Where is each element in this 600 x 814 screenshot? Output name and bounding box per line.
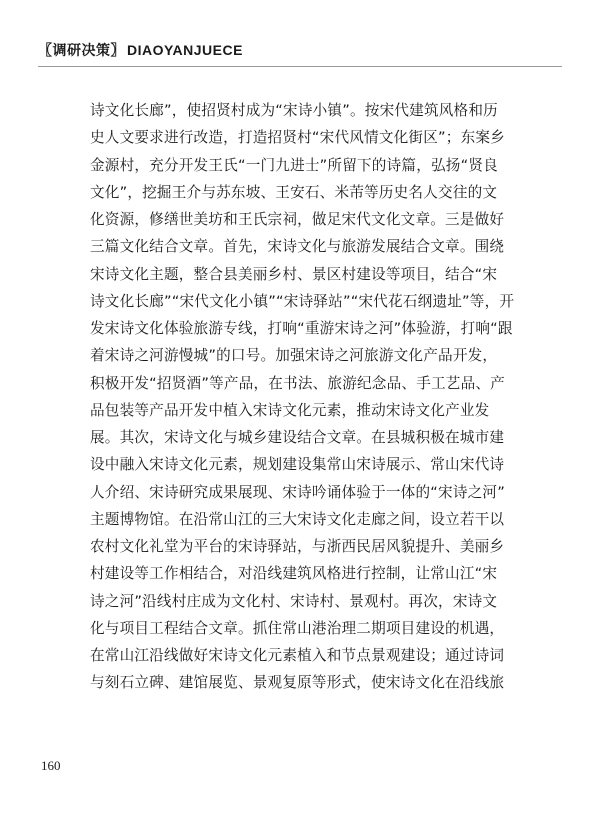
section-title-pinyin: DIAOYANJUECE xyxy=(127,42,243,58)
text-line: 三篇文化结合文章。首先，宋诗文化与旅游发展结合文章。围绕 xyxy=(90,238,505,256)
text-line: 积极开发“招贤酒”等产品，在书法、旅游纪念品、手工艺品、产 xyxy=(90,374,505,392)
section-title-chinese: 〖调研决策〗 xyxy=(38,43,125,59)
text-line: 主题博物馆。在沿常山江的三大宋诗文化走廊之间，设立若干以 xyxy=(90,510,505,528)
page-number: 160 xyxy=(41,758,61,773)
text-line: 与刻石立碑、建馆展览、景观复原等形式，使宋诗文化在沿线旅 xyxy=(90,674,505,692)
running-header xyxy=(38,38,562,62)
text-line: 化资源，修缮世美坊和王氏宗祠，做足宋代文化文章。三是做好 xyxy=(90,211,505,228)
text-line: 村建设等工作相结合，对沿线建筑风格进行控制，让常山江“宋 xyxy=(90,565,498,583)
body-text xyxy=(90,97,517,697)
header-divider xyxy=(38,66,562,67)
text-line: 农村文化礼堂为平台的宋诗驿站，与浙西民居风貌提升、美丽乡 xyxy=(90,538,505,555)
text-line: 史人文要求进行改造，打造招贤村“宋代风情文化街区”；东案乡 xyxy=(90,129,505,147)
text-line: 人介绍、宋诗研究成果展现、宋诗吟诵体验于一体的“宋诗之河” xyxy=(90,483,505,501)
text-line: 设中融入宋诗文化元素，规划建设集常山宋诗展示、常山宋代诗 xyxy=(90,456,505,474)
text-line: 化与项目工程结合文章。抓住常山港治理二期项目建设的机遇， xyxy=(90,619,505,637)
text-line: 诗之河”沿线村庄成为文化村、宋诗村、景观村。再次，宋诗文 xyxy=(90,592,498,610)
text-line: 诗文化长廊”，使招贤村成为“宋诗小镇”。按宋代建筑风格和历 xyxy=(90,102,498,119)
text-line: 金源村，充分开发王氏“一门九进士”所留下的诗篇，弘扬“贤良 xyxy=(90,156,498,174)
text-line: 宋诗文化主题，整合县美丽乡村、景区村建设等项目，结合“宋 xyxy=(90,265,498,283)
text-line: 文化”，挖掘王介与苏东坡、王安石、米芾等历史名人交往的文 xyxy=(90,183,498,201)
text-line: 在常山江沿线做好宋诗文化元素植入和节点景观建设；通过诗词 xyxy=(90,647,505,664)
text-line: 诗文化长廊”“宋代文化小镇”“宋诗驿站”“宋代花石纲遗址”等，开 xyxy=(90,292,515,310)
text-line: 发宋诗文化体验旅游专线，打响“重游宋诗之河”体验游，打响“跟 xyxy=(90,320,513,337)
text-line: 着宋诗之河游慢城”的口号。加强宋诗之河旅游文化产品开发， xyxy=(90,347,498,365)
text-line: 品包装等产品开发中植入宋诗文化元素，推动宋诗文化产业发 xyxy=(90,401,490,419)
text-line: 展。其次，宋诗文化与城乡建设结合文章。在县城积极在城市建 xyxy=(90,429,505,446)
